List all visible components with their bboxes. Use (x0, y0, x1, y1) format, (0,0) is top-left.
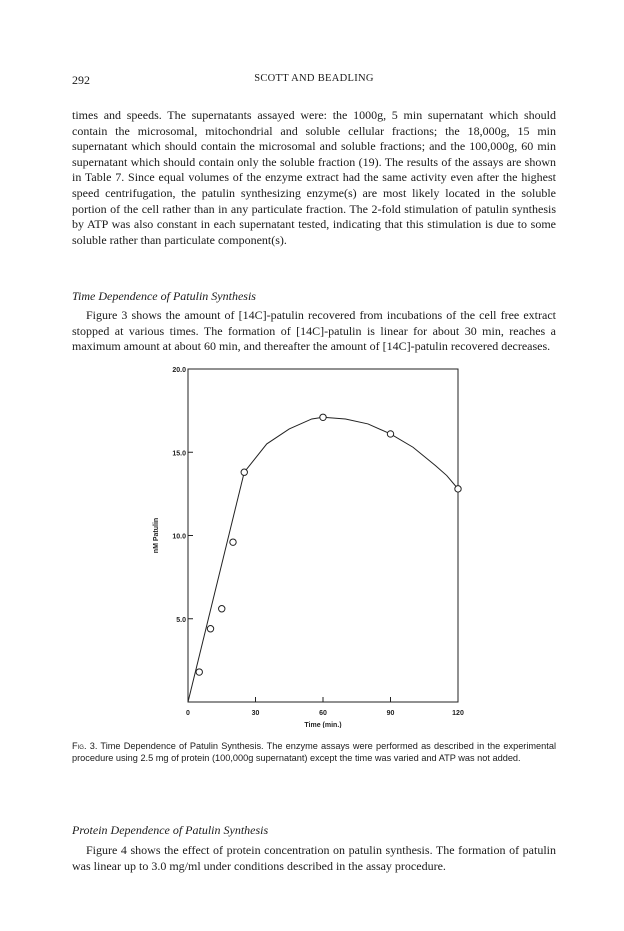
data-point (455, 486, 461, 492)
intro-paragraph: times and speeds. The supernatants assayed were: the 1000g, 5 min supernatant which should contain the microsomal, mitochondrial and soluble cellular fractions; the 18,000g, 15 min supernatant which should contain the microsomal and soluble fractions; and the 100,000g, 60 min supernatant which should contain only the soluble fraction (19). The results of the assays are shown in Table 7. Since equal volumes of the enzyme extract had the same activity even after the highest speed centrifugation, the patulin synthesizing enzyme(s) are most likely located in the soluble portion of the cell rather than in any particulate fraction. The 2-fold stimulation of patulin synthesis by ATP was also constant in each supernatant tested, indicating that this stimulation is due to some soluble rather than particulate component(s). (72, 108, 556, 247)
x-tick-label: 0 (186, 710, 190, 717)
data-point (320, 414, 326, 420)
y-tick-label: 15.0 (172, 450, 186, 458)
x-axis-label: Time (min.) (304, 722, 342, 728)
data-point (219, 606, 225, 612)
data-point (196, 669, 202, 675)
running-title: SCOTT AND BEADLING (254, 73, 374, 84)
section-time-paragraph-block (72, 308, 556, 355)
x-tick-label: 30 (251, 710, 260, 717)
data-point (387, 431, 393, 437)
section-heading-time: Time Dependence of Patulin Synthesis (72, 289, 256, 303)
section-time-paragraph: Figure 3 shows the amount of [14C]-patulin recovered from incubations of the cell free extract stopped at various times. The formation of [14C]-patulin is linear for about 30 min, reaches a maximum amount at about 60 min, and thereafter the amount of [14C]-patulin recovered decreases. (72, 308, 556, 354)
figure-caption-label: Fig. 3. (72, 741, 98, 751)
x-tick-label: 90 (386, 710, 395, 717)
intro-paragraph-block (72, 108, 556, 248)
x-tick-label: 60 (319, 710, 327, 717)
y-tick-label: 20.0 (172, 367, 186, 374)
y-tick-label: 10.0 (172, 533, 186, 541)
page-header (72, 73, 556, 89)
saturation-curve (244, 417, 458, 489)
y-tick-label: 5.0 (176, 616, 186, 624)
section-heading-protein: Protein Dependence of Patulin Synthesis (72, 823, 269, 837)
section-protein-paragraph-block (72, 843, 556, 874)
data-point (241, 469, 247, 475)
y-axis-label: nM Patulin (153, 517, 160, 554)
data-point (230, 539, 236, 545)
data-point (207, 626, 213, 632)
figure-caption (72, 740, 556, 765)
x-tick-label: 120 (452, 710, 464, 717)
linear-fit-line (188, 472, 244, 702)
section-protein-paragraph: Figure 4 shows the effect of protein concentration on patulin synthesis. The formation of patulin was linear up to 3.0 mg/ml under conditions described in the assay procedure. (72, 843, 556, 873)
figure-3-chart (150, 358, 480, 728)
figure-caption-text: Time Dependence of Patulin Synthesis. The enzyme assays were performed as described in the experimental procedure using 2.5 mg of protein (100,000g supernatant) except the time was varied and ATP was not added. (72, 741, 556, 764)
page-number: 292 (72, 73, 90, 87)
